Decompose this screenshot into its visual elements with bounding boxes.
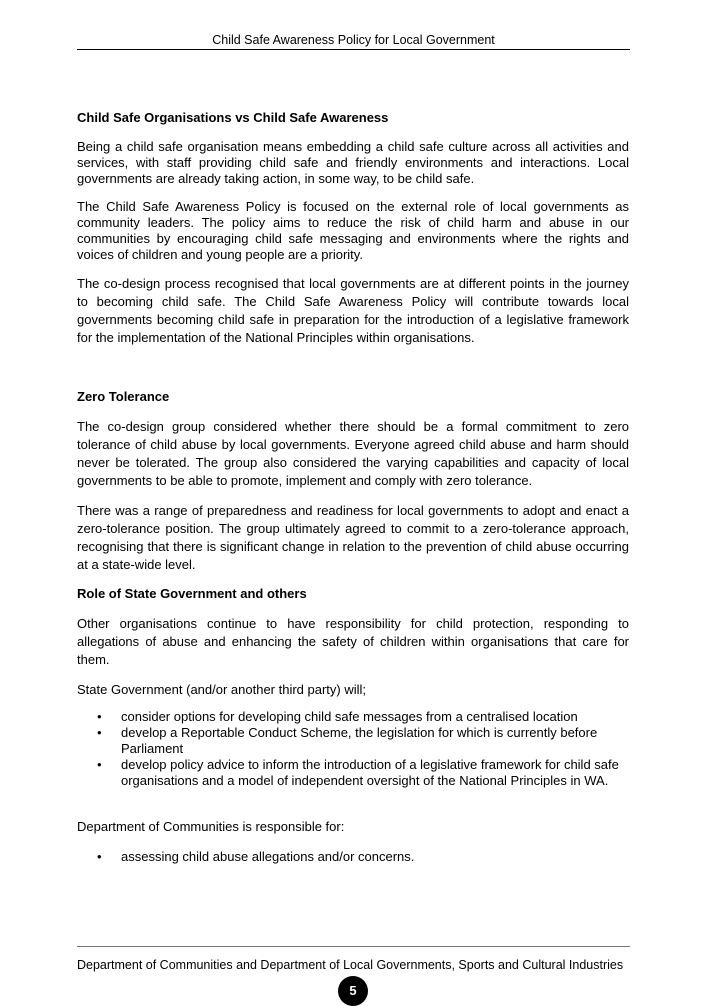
paragraph: The Child Safe Awareness Policy is focused on the external role of local governments as community leaders. The policy aims to reduce the risk of child harm and abuse in our communities by encouraging child safe messaging and environments where the rights and voices of children and young people are a priority. bbox=[77, 199, 629, 262]
list-item bbox=[77, 849, 629, 865]
paragraph: State Government (and/or another third party) will; bbox=[77, 682, 367, 697]
section-heading-role-of-state-government: Role of State Government and others bbox=[77, 586, 307, 601]
document-body bbox=[77, 110, 629, 877]
list-item-text: consider options for developing child safe messages from a centralised location bbox=[121, 709, 578, 724]
bullet-icon: • bbox=[97, 757, 102, 772]
section-heading-child-safe-organisations: Child Safe Organisations vs Child Safe Awareness bbox=[77, 110, 389, 125]
bullet-icon: • bbox=[97, 725, 102, 740]
state-government-list bbox=[77, 709, 629, 789]
paragraph: There was a range of preparedness and readiness for local governments to adopt and enact a zero-tolerance position. The group ultimately agreed to commit to a zero-tolerance approach, recognising that there is significant change in relation to the prevention of child abuse occurring at a state-wide level. bbox=[77, 503, 629, 572]
footer-divider bbox=[77, 946, 630, 947]
list-item bbox=[77, 709, 629, 725]
paragraph: Other organisations continue to have responsibility for child protection, responding to allegations of abuse and enhancing the safety of children within organisations that care for them. bbox=[77, 616, 629, 667]
paragraph: Being a child safe organisation means embedding a child safe culture across all activities and services, with staff providing child safe and friendly environments and interactions. Local governments are already taking action, in some way, to be child safe. bbox=[77, 139, 629, 186]
communities-list bbox=[77, 849, 629, 865]
list-item-text: develop policy advice to inform the introduction of a legislative framework for child safe organisations and a model of independent oversight of the National Principles in WA. bbox=[121, 757, 619, 788]
page-footer: Department of Communities and Department of Local Governments, Sports and Cultural Industries bbox=[77, 958, 624, 972]
bullet-icon: • bbox=[97, 709, 102, 724]
page-header: Child Safe Awareness Policy for Local Government bbox=[77, 31, 630, 50]
paragraph: Department of Communities is responsible for: bbox=[77, 819, 345, 834]
paragraph: The co-design group considered whether there should be a formal commitment to zero tolerance of child abuse by local governments. Everyone agreed child abuse and harm should never be tolerated. The group also considered the varying capabilities and capacity of local governments to be able to promote, implement and comply with zero tolerance. bbox=[77, 419, 629, 488]
paragraph: The co-design process recognised that local governments are at different points in the journey to becoming child safe. The Child Safe Awareness Policy will contribute towards local governments becoming child safe in preparation for the introduction of a legislative framework for the implementation of the National Principles within organisations. bbox=[77, 276, 629, 345]
list-item bbox=[77, 725, 629, 757]
list-item-text: develop a Reportable Conduct Scheme, the legislation for which is currently before Parliament bbox=[121, 725, 598, 756]
page-number-badge: 5 bbox=[338, 976, 368, 1006]
list-item-text: assessing child abuse allegations and/or concerns. bbox=[121, 849, 415, 864]
list-item bbox=[77, 757, 629, 789]
section-heading-zero-tolerance: Zero Tolerance bbox=[77, 389, 170, 404]
bullet-icon: • bbox=[97, 849, 102, 864]
